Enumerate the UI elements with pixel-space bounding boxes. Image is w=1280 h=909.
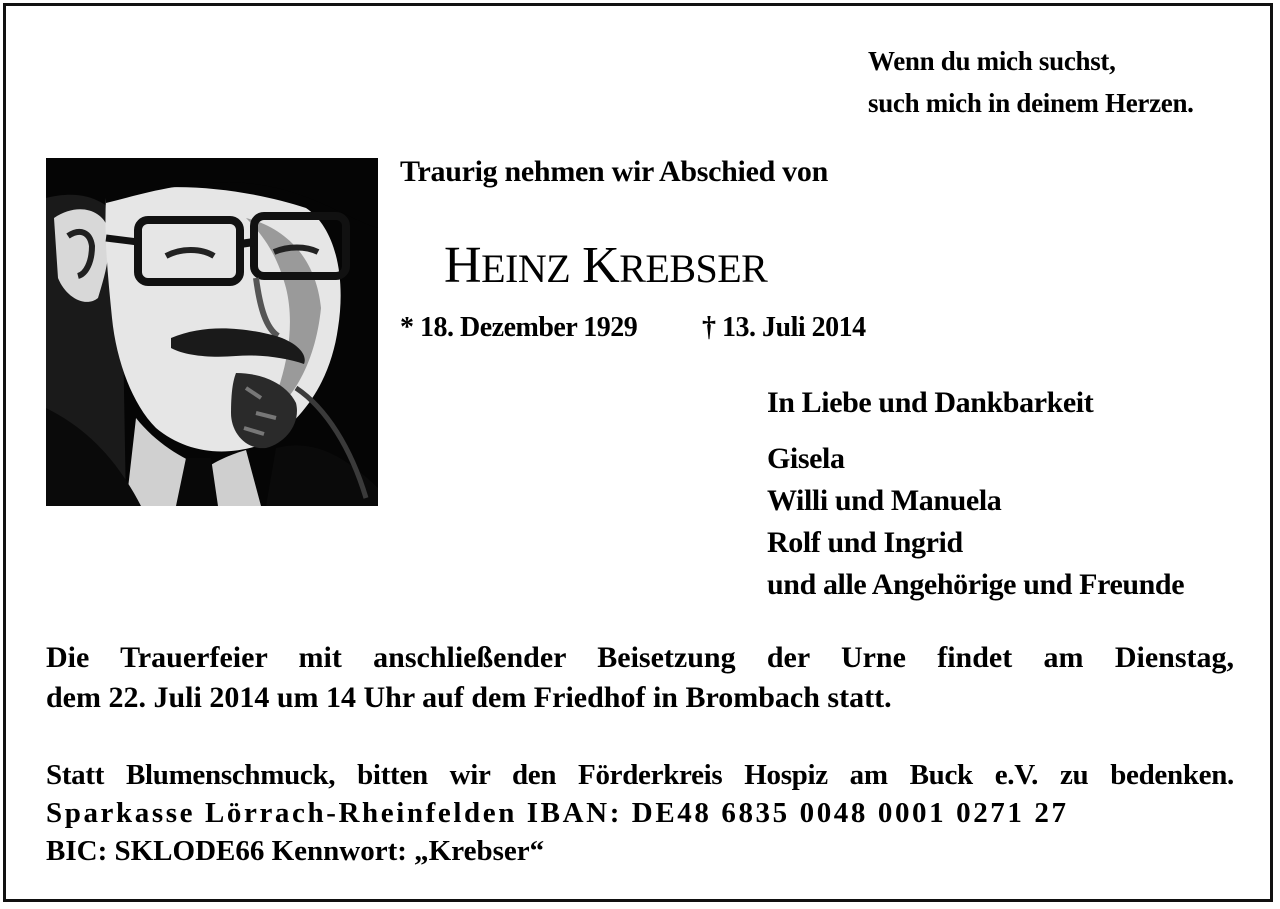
mourner-item: Willi und Manuela (767, 484, 1002, 517)
bank-details: Sparkasse Lörrach-Rheinfelden IBAN: DE48 6835 0048 0001 0271 27 (46, 797, 1069, 829)
service-line-1: Die Trauerfeier mit anschließender Beisetzung der Urne findet am Dienstag, (46, 641, 1234, 674)
portrait-icon (46, 158, 378, 506)
donation-info (46, 756, 1234, 870)
first-name-initial: H (444, 237, 482, 294)
bic-reference: BIC: SKLODE66 Kennwort: „Krebser“ (46, 835, 545, 867)
motto (868, 40, 1248, 124)
birth-date: * 18. Dezember 1929 (400, 312, 638, 343)
mourner-item: Gisela (767, 442, 845, 475)
portrait-photo (46, 158, 378, 506)
mourners-list (767, 438, 1184, 606)
service-line-2: dem 22. Juli 2014 um 14 Uhr auf dem Friedhof in Brombach statt. (46, 681, 892, 714)
closing-phrase: In Liebe und Dankbarkeit (767, 386, 1094, 419)
motto-line-2: such mich in deinem Herzen. (868, 88, 1194, 118)
service-announcement (46, 638, 1234, 718)
mourner-item: und alle Angehörige und Freunde (767, 568, 1185, 601)
motto-line-1: Wenn du mich suchst, (868, 46, 1116, 76)
mourner-item: Rolf und Ingrid (767, 526, 963, 559)
last-name-initial: K (582, 237, 620, 294)
last-name-rest: REBSER (619, 246, 768, 291)
deceased-name (444, 236, 767, 295)
first-name-rest: EINZ (481, 246, 571, 291)
death-date: † 13. Juli 2014 (702, 312, 866, 343)
intro-text: Traurig nehmen wir Abschied von (400, 155, 828, 188)
donation-line-1: Statt Blumenschmuck, bitten wir den Förderkreis Hospiz am Buck e.V. zu bedenken. (46, 759, 1234, 791)
